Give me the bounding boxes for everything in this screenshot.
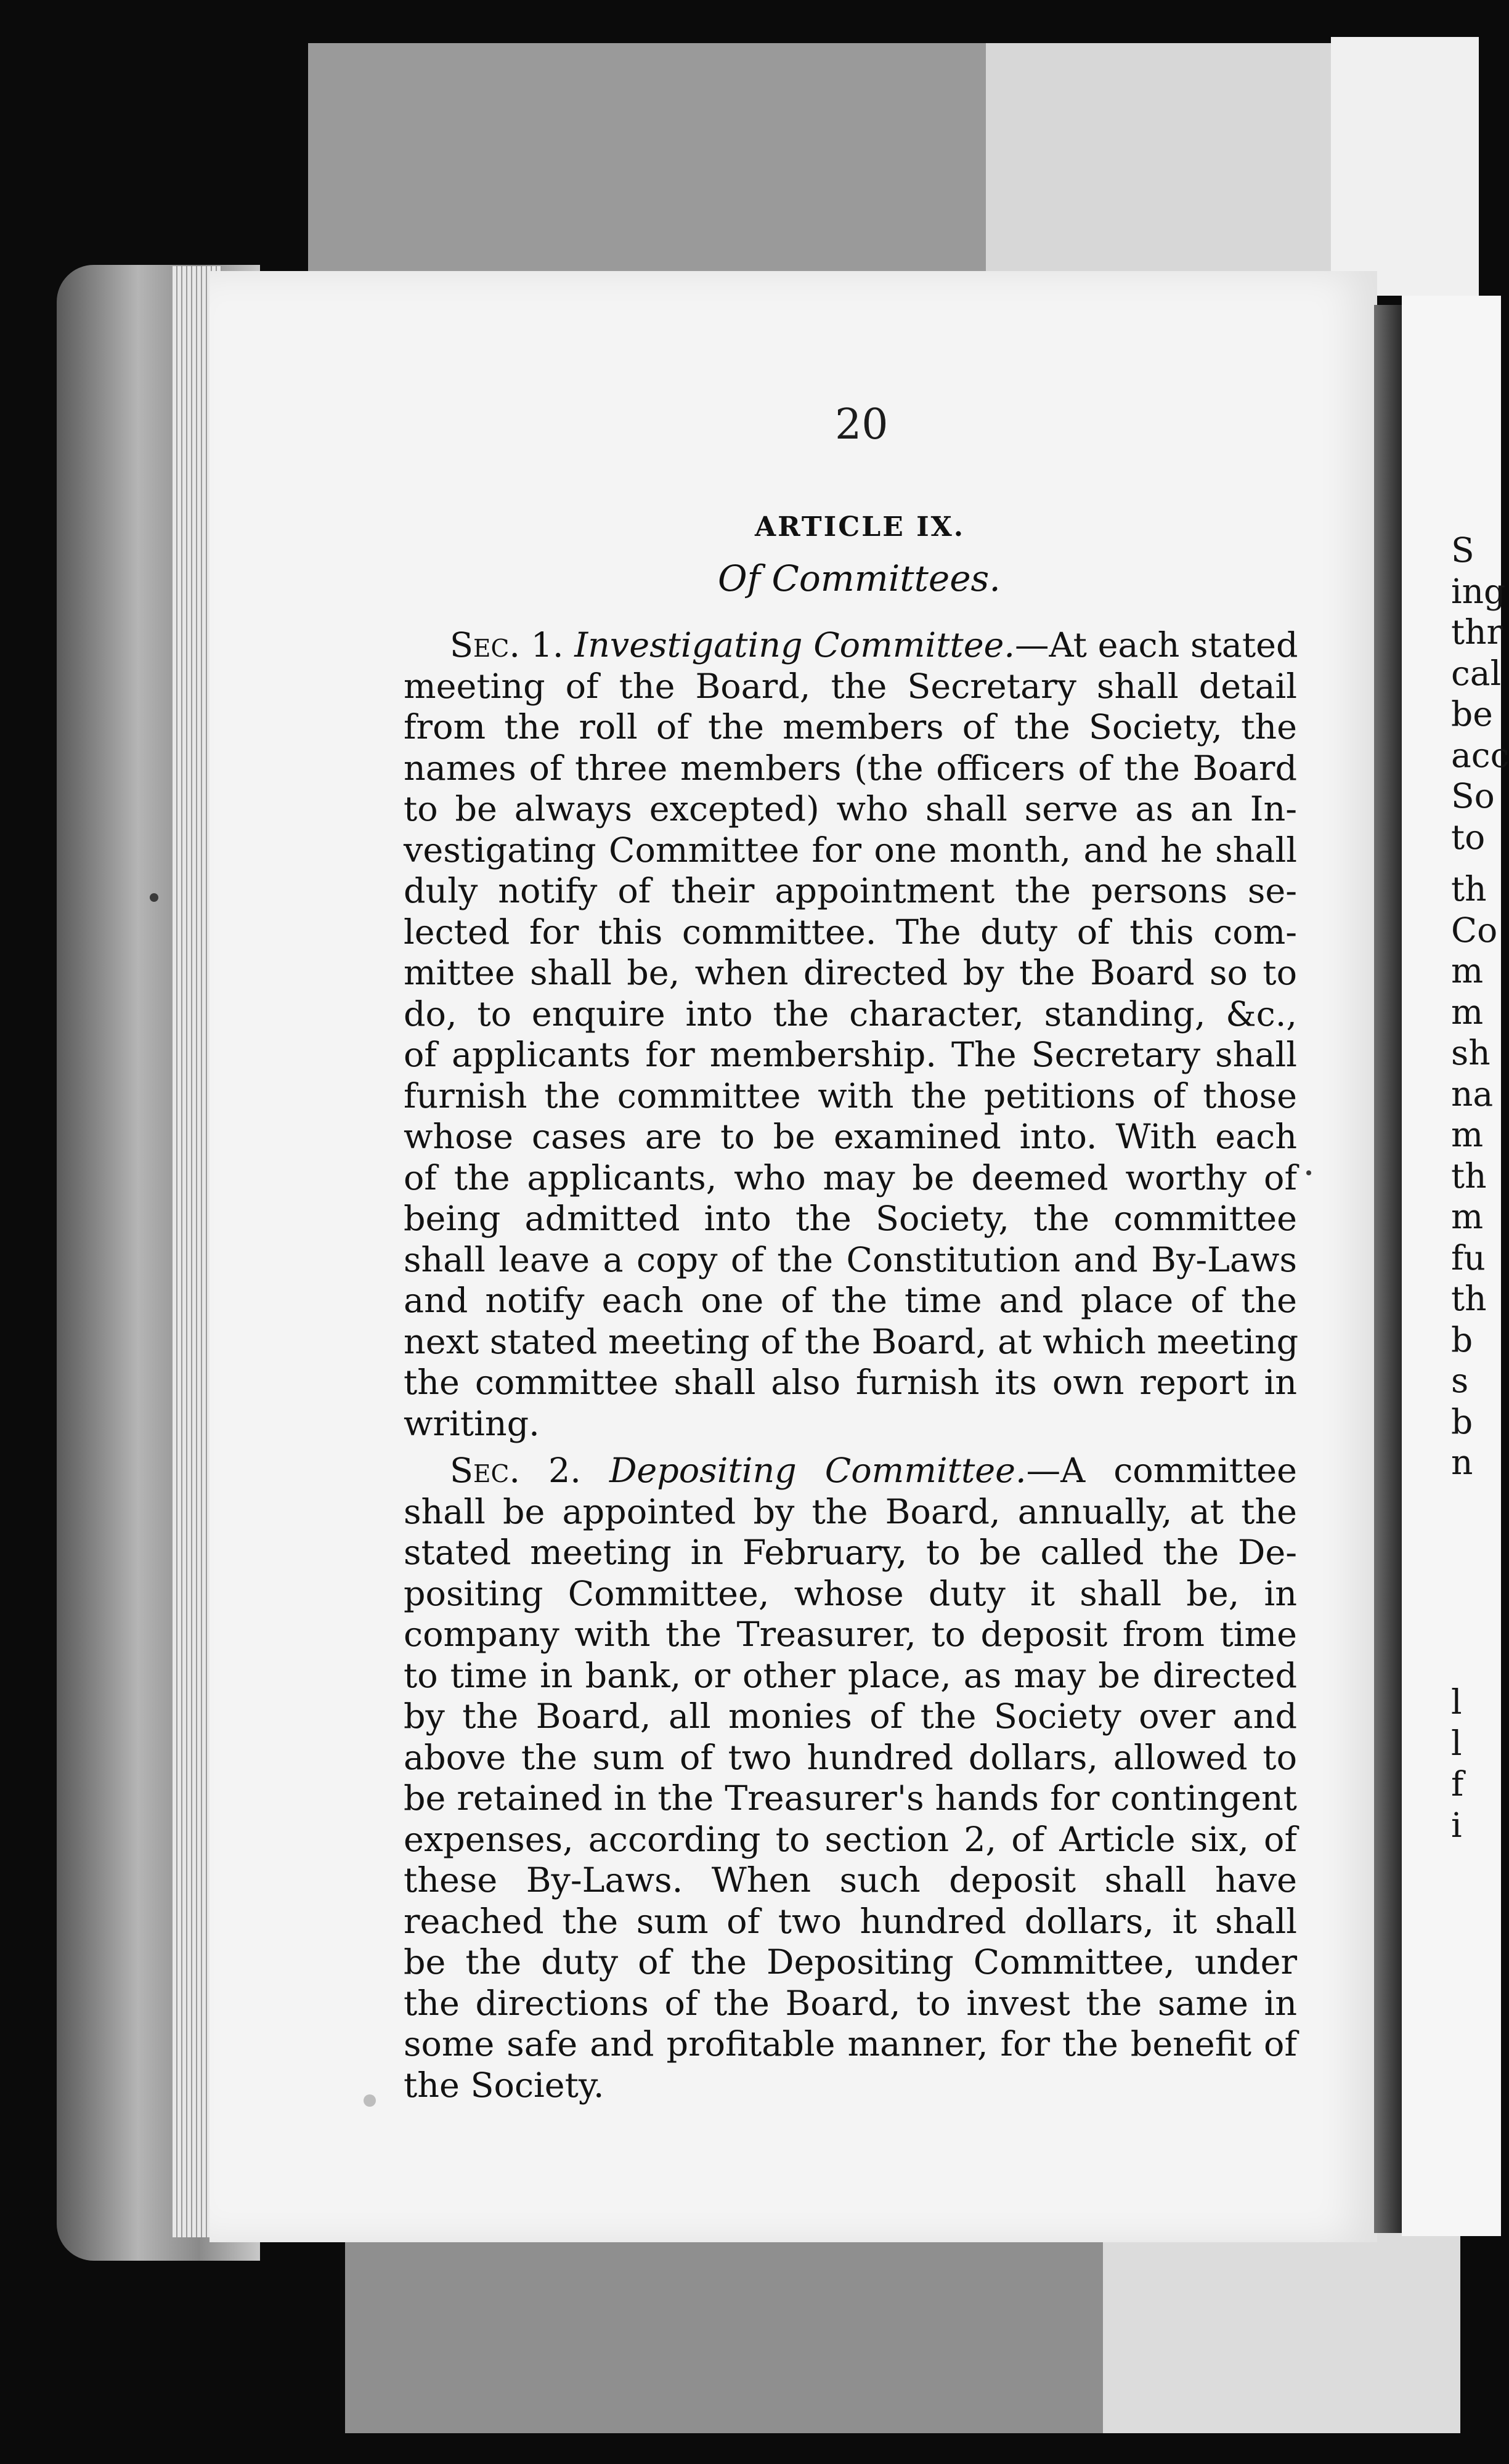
page-number: 20 — [835, 400, 889, 449]
text-line: expenses, according to section 2, of Article six, of — [404, 1819, 1297, 1860]
text-line — [404, 1451, 1297, 1492]
facing-page-fragment: m — [1451, 951, 1484, 991]
text-line: do, to enquire into the character, standing, &c., — [404, 994, 1297, 1034]
text-line: be retained in the Treasurer's hands for contingent — [404, 1778, 1297, 1818]
facing-page-fragments-middle — [1451, 869, 1501, 1483]
facing-page-fragment: m — [1451, 1197, 1484, 1236]
text-line: of the applicants, who may be deemed worthy of — [404, 1157, 1297, 1198]
section-lead-text: —A committee — [1026, 1451, 1297, 1491]
facing-page-fragment: to — [1451, 817, 1486, 857]
text-line: be the duty of the Depositing Committee, under — [404, 1942, 1297, 1982]
text-line: vestigating Committee for one month, and he shall — [404, 830, 1297, 870]
facing-page-fragment: fu — [1451, 1238, 1486, 1278]
facing-page-fragment: f — [1451, 1764, 1464, 1804]
facing-page-fragment: th — [1451, 1279, 1487, 1318]
facing-page-fragments-bottom — [1451, 1682, 1501, 1846]
facing-page-fragment: b — [1451, 1401, 1473, 1441]
text-line: lected for this committee. The duty of this com- — [404, 912, 1297, 952]
text-line: reached the sum of two hundred dollars, it shall — [404, 1901, 1297, 1942]
facing-page-fragment: th — [1451, 1156, 1487, 1196]
article-heading: ARTICLE IX. — [755, 511, 966, 543]
ink-speck — [150, 893, 158, 902]
ink-speck — [1306, 1170, 1311, 1175]
facing-page-fragment: be — [1451, 694, 1493, 734]
text-line: stated meeting in February, to be called the De- — [404, 1533, 1297, 1573]
text-line: positing Committee, whose duty it shall be, in — [404, 1573, 1297, 1614]
text-line: to time in bank, or other place, as may be directed — [404, 1655, 1297, 1696]
text-line: company with the Treasurer, to deposit from time — [404, 1615, 1297, 1655]
text-line: writing. — [404, 1403, 540, 1444]
text-line: duly notify of their appointment the persons se- — [404, 871, 1297, 911]
text-line: meeting of the Board, the Secretary shall detail — [404, 666, 1297, 707]
facing-page-fragment: l — [1451, 1723, 1462, 1763]
scanner-background-top-white — [1331, 37, 1479, 296]
section-title: Investigating Committee. — [574, 625, 1015, 665]
facing-page-fragment: na — [1451, 1074, 1494, 1114]
facing-page-fragment: l — [1451, 1682, 1462, 1722]
facing-page-fragment: m — [1451, 992, 1484, 1032]
text-line: by the Board, all monies of the Society over and — [404, 1696, 1297, 1737]
facing-page-fragment: So — [1451, 776, 1495, 816]
text-line: of applicants for membership. The Secretary shall — [404, 1035, 1297, 1075]
section-2-text — [404, 1451, 1297, 2106]
text-line: some safe and profitable manner, for the benefit of — [404, 2024, 1297, 2064]
text-line: to be always excepted) who shall serve as an In- — [404, 789, 1297, 829]
text-line: and notify each one of the time and place of the — [404, 1281, 1297, 1321]
section-lead-text: —At each stated — [1015, 625, 1298, 665]
text-line: the Society. — [404, 2065, 604, 2105]
text-line: being admitted into the Society, the committee — [404, 1199, 1297, 1239]
text-line: whose cases are to be examined into. With each — [404, 1117, 1297, 1157]
facing-page-fragment: i — [1451, 1805, 1462, 1845]
text-line: from the roll of the members of the Society, the — [404, 707, 1297, 747]
facing-page-fragment: thr — [1451, 612, 1503, 652]
text-line: the committee shall also furnish its own report in — [404, 1363, 1297, 1403]
text-line — [404, 625, 1297, 667]
text-line: these By-Laws. When such deposit shall have — [404, 1860, 1297, 1900]
section-label: Sec. 2. — [450, 1451, 609, 1491]
facing-page-fragment: n — [1451, 1443, 1473, 1482]
scanner-background-bottom — [345, 2230, 1103, 2433]
facing-page-fragment: ing — [1451, 571, 1506, 611]
text-line: shall leave a copy of the Constitution and By-Laws — [404, 1239, 1297, 1280]
book-gutter — [1374, 305, 1402, 2233]
ink-speck — [364, 2094, 376, 2107]
facing-page-fragment: Co — [1451, 910, 1498, 950]
facing-page-fragment: sh — [1451, 1033, 1491, 1072]
facing-page-fragment: m — [1451, 1115, 1484, 1154]
text-line: shall be appointed by the Board, annually, at the — [404, 1491, 1297, 1532]
scanner-background-bottom-light — [1103, 2230, 1460, 2433]
text-line: above the sum of two hundred dollars, allowed to — [404, 1737, 1297, 1778]
facing-page-fragment: b — [1451, 1319, 1473, 1360]
text-line: mittee shall be, when directed by the Board so to — [404, 953, 1297, 993]
facing-page-fragment: S — [1451, 530, 1474, 570]
article-title: Of Committees. — [718, 557, 1001, 599]
text-line: the directions of the Board, to invest the same in — [404, 1983, 1297, 2024]
text-line: names of three members (the officers of the Board — [404, 748, 1297, 788]
facing-page-fragment: s — [1451, 1361, 1469, 1400]
facing-page-fragment: th — [1451, 869, 1487, 909]
section-title: Depositing Committee. — [609, 1451, 1027, 1491]
section-label: Sec. 1. — [450, 625, 575, 665]
section-1-text — [404, 625, 1297, 1445]
facing-page-fragment: acc — [1451, 735, 1509, 775]
facing-page-fragments-top — [1451, 530, 1509, 857]
text-line: next stated meeting of the Board, at which meeting — [404, 1321, 1299, 1362]
text-line: furnish the committee with the petitions of those — [404, 1076, 1297, 1116]
facing-page-fragment: cal — [1451, 653, 1502, 693]
